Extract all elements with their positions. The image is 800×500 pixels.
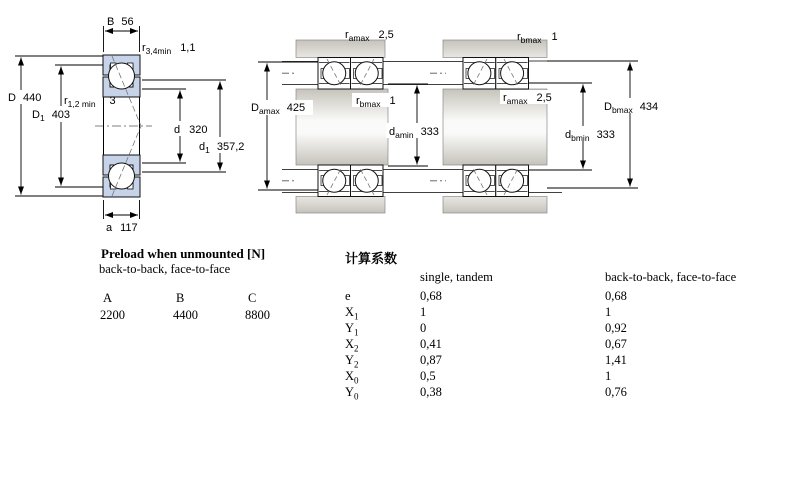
dim-dbmin: $d_{bmin}$ 333 (565, 129, 615, 143)
pair-a-bottom-row (318, 165, 383, 197)
factor-v1: 0 (420, 321, 427, 335)
pair-a-top-row (318, 58, 383, 90)
preload-value-B: 4400 (173, 308, 198, 322)
preload-value-A: 2200 (100, 308, 125, 322)
factor-v2: 0,76 (605, 385, 627, 399)
dim-ramax-a: $r_{amax}$ 2,5 (345, 29, 394, 43)
factor-v1: 0,41 (420, 337, 442, 351)
factor-label: $X_0$ (345, 369, 359, 386)
bearing-section-top (103, 55, 140, 97)
factor-v1: 1 (420, 305, 427, 319)
factor-label: $Y_0$ (345, 385, 359, 402)
dim-rbmax-b: $r_{bmax}$ 1 (517, 31, 558, 45)
pair-b-top-row (463, 58, 529, 90)
figure-single-bearing (6, 16, 260, 234)
factors-title: 计算系数 (345, 251, 398, 266)
dim-r34: $r_{3,4min}$ 1,1 (142, 42, 196, 56)
factor-v2: 0,68 (605, 289, 627, 303)
preload-col-A: A (103, 291, 113, 305)
preload-col-B: B (176, 291, 185, 305)
bearing-drawings (0, 0, 800, 240)
factor-v1: 0,87 (420, 353, 442, 367)
dim-D1: $D_1$ 403 (32, 109, 71, 123)
dim-Damax: $D_{amax}$ 425 (251, 102, 306, 116)
preload-col-C: C (248, 291, 257, 305)
factor-v2: 1 (605, 305, 612, 319)
factor-label: e (345, 289, 351, 303)
figure-pair-back-to-back (247, 29, 442, 213)
dim-Dbmax: $D_{bmax}$ 434 (604, 101, 659, 115)
dim-ramax-b: $r_{amax}$ 2,5 (503, 92, 552, 106)
preload-title: Preload when unmounted [N] (101, 246, 266, 261)
factor-label: $Y_1$ (345, 321, 359, 338)
dim-B: B 56 (107, 16, 134, 28)
bearing-section-bottom (103, 155, 140, 197)
figure-pair-face-to-face (443, 31, 672, 213)
factor-label: $X_2$ (345, 337, 359, 354)
factor-v1: 0,5 (420, 369, 436, 383)
factor-v2: 0,67 (605, 337, 627, 351)
factor-label: $Y_2$ (345, 353, 359, 370)
factors-col1-header: single, tandem (420, 270, 493, 284)
factor-v2: 1 (605, 369, 612, 383)
dim-damin: $d_{amin}$ 333 (389, 126, 439, 140)
preload-subtitle: back-to-back, face-to-face (99, 262, 231, 276)
factor-v2: 1,41 (605, 353, 627, 367)
dim-d1: $d_1$ 357,2 (199, 141, 245, 155)
factor-v1: 0,38 (420, 385, 442, 399)
dim-r12: $r_{1,2 min}$ 3 (64, 95, 116, 109)
preload-value-C: 8800 (245, 308, 270, 322)
dim-rbmax-a: $r_{bmax}$ 1 (356, 95, 396, 109)
factor-v1: 0,68 (420, 289, 442, 303)
factor-label: $X_1$ (345, 305, 359, 322)
dim-D: D 440 (8, 92, 42, 104)
factor-v2: 0,92 (605, 321, 627, 335)
dim-d: d 320 (174, 124, 208, 136)
factors-col2-header: back-to-back, face-to-face (605, 270, 737, 284)
dim-a: a 117 (106, 222, 138, 234)
pair-b-bottom-row (463, 165, 529, 197)
